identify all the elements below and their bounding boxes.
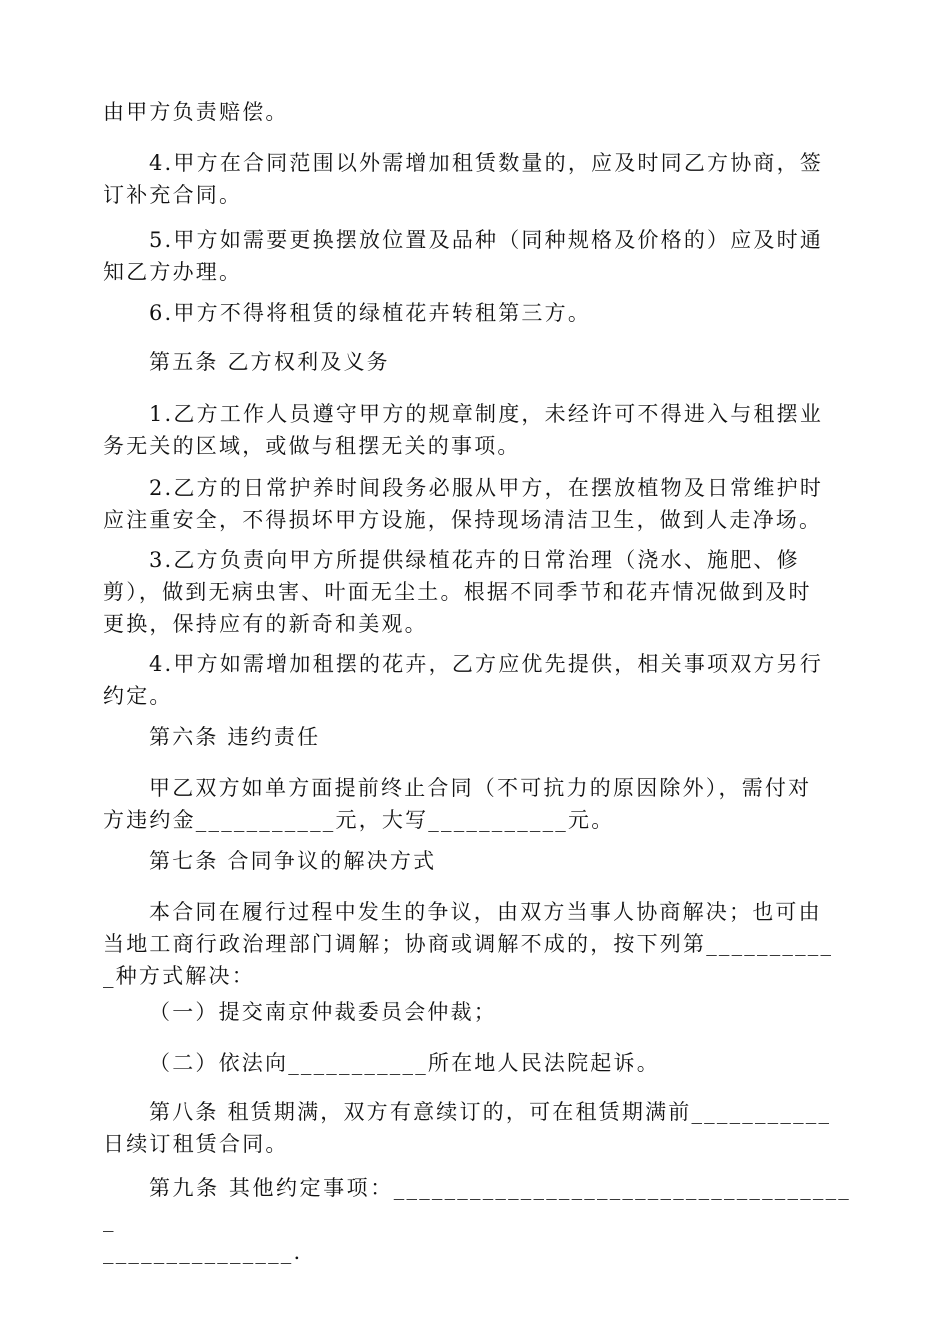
text-line: 应注重安全，不得损坏甲方设施，保持现场清洁卫生，做到人走净场。 bbox=[103, 508, 823, 532]
paragraph-clause-3-2 bbox=[103, 544, 851, 640]
text-line: _______________. bbox=[103, 1240, 303, 1264]
text-line: 方违约金___________元，大写___________元。 bbox=[103, 808, 615, 832]
section-heading-5 bbox=[103, 346, 851, 378]
paragraph-clause-6-1 bbox=[103, 297, 851, 329]
text-line: 第六条 违约责任 bbox=[149, 725, 321, 749]
text-line: 甲乙双方如单方面提前终止合同（不可抗力的原因除外），需付对 bbox=[149, 776, 812, 800]
text-line: 2.乙方的日常护养时间段务必服从甲方，在摆放植物及日常维护时 bbox=[149, 476, 824, 500]
text-line: （一）提交南京仲裁委员会仲裁； bbox=[149, 1000, 497, 1024]
text-line: 务无关的区域，或做与租摆无关的事项。 bbox=[103, 434, 521, 458]
section-heading-8 bbox=[103, 1096, 851, 1160]
text-line: 知乙方办理。 bbox=[103, 260, 243, 284]
text-line: 第八条 租赁期满，双方有意续订的，可在租赁期满前___________ bbox=[149, 1100, 832, 1124]
paragraph-breach bbox=[103, 772, 851, 836]
text-line: （二）依法向___________所在地人民法院起诉。 bbox=[149, 1051, 660, 1075]
text-line: 5.甲方如需要更换摆放位置及品种（同种规格及价格的）应及时通 bbox=[149, 228, 824, 252]
section-heading-9 bbox=[103, 1172, 851, 1268]
paragraph-option-1 bbox=[149, 996, 897, 1028]
text-line: 订补充合同。 bbox=[103, 183, 243, 207]
paragraph-clause-4-1 bbox=[103, 147, 851, 211]
text-line: 第七条 合同争议的解决方式 bbox=[149, 849, 437, 873]
paragraph-option-2 bbox=[149, 1047, 897, 1079]
text-line: _种方式解决： bbox=[103, 964, 255, 988]
text-line: 1.乙方工作人员遵守甲方的规章制度，未经许可不得进入与租摆业 bbox=[149, 402, 824, 426]
text-line: 6.甲方不得将租赁的绿植花卉转租第三方。 bbox=[149, 301, 592, 325]
paragraph-clause-1-2 bbox=[103, 398, 851, 462]
text-line: 4.甲方在合同范围以外需增加租赁数量的，应及时同乙方协商，签 bbox=[149, 151, 824, 175]
text-line: 本合同在履行过程中发生的争议，由双方当事人协商解决；也可由 bbox=[149, 900, 822, 924]
text-line: 3.乙方负责向甲方所提供绿植花卉的日常治理（浇水、施肥、修 bbox=[149, 548, 800, 572]
text-line: 约定。 bbox=[103, 684, 173, 708]
section-heading-6 bbox=[103, 721, 851, 753]
text-line: 由甲方负责赔偿。 bbox=[103, 100, 289, 124]
section-heading-7 bbox=[103, 845, 851, 877]
text-line: 剪），做到无病虫害、叶面无尘土。根据不同季节和花卉情况做到及时 bbox=[103, 580, 812, 604]
text-line: 第九条 其他约定事项：_____________________________________ bbox=[103, 1176, 851, 1232]
paragraph-dispute bbox=[103, 896, 851, 992]
text-line: 第五条 乙方权利及义务 bbox=[149, 350, 390, 374]
text-line: 当地工商行政治理部门调解；协商或调解不成的，按下列第__________ bbox=[103, 932, 834, 956]
paragraph-clause-5-1 bbox=[103, 224, 851, 288]
paragraph-compensation bbox=[103, 96, 851, 128]
paragraph-clause-2-2 bbox=[103, 472, 851, 536]
text-line: 日续订租赁合同。 bbox=[103, 1132, 289, 1156]
text-line: 更换，保持应有的新奇和美观。 bbox=[103, 612, 428, 636]
paragraph-clause-4-2 bbox=[103, 648, 851, 712]
text-line: 4.甲方如需增加租摆的花卉，乙方应优先提供，相关事项双方另行 bbox=[149, 652, 824, 676]
